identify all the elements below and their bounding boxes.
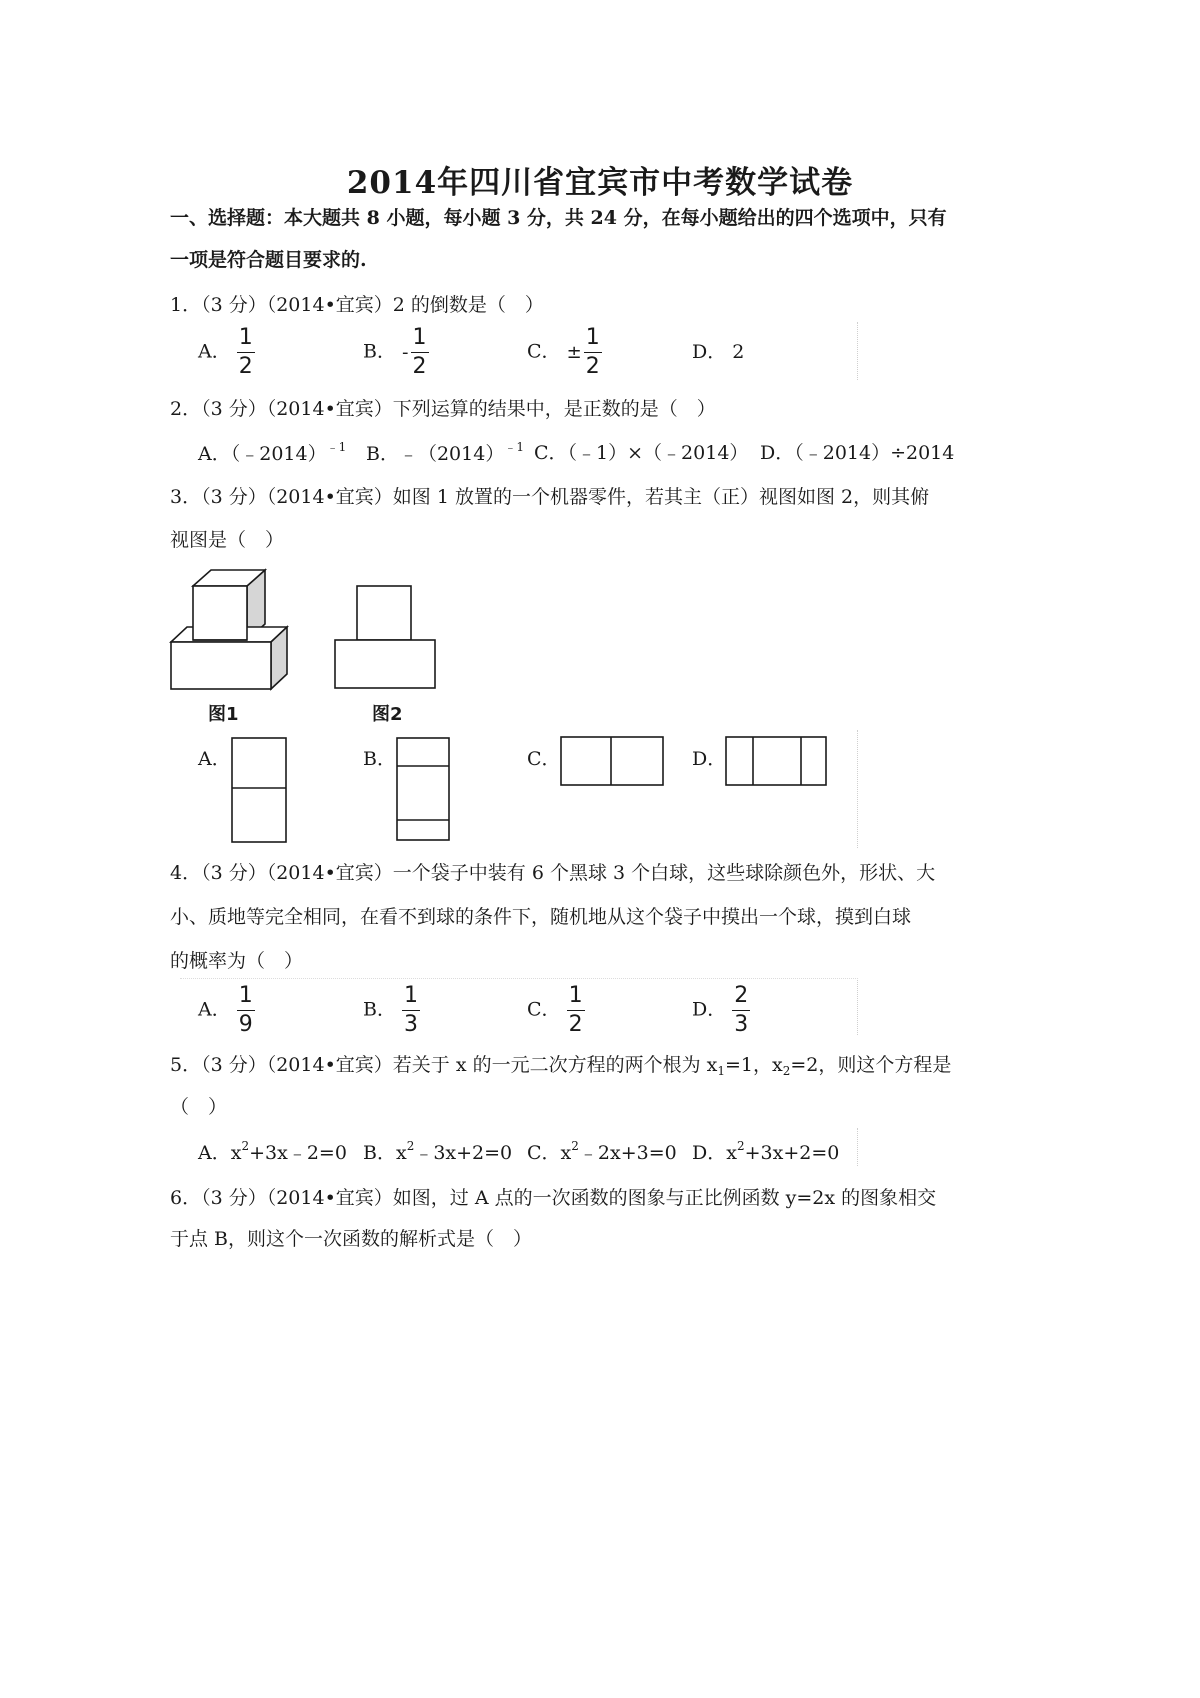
exponent: 2 [571, 1139, 579, 1153]
figure-1-machine-part [165, 565, 295, 695]
q1-option-c[interactable] [527, 327, 602, 378]
option-label: C． [527, 340, 561, 363]
option-label: A． [198, 443, 231, 465]
question-2-stem: 2．（3 分）（2014•宜宾）下列运算的结果中，是正数的是（ ） [170, 398, 716, 420]
subscript: 1 [717, 1064, 725, 1078]
page-title: 2014年四川省宜宾市中考数学试卷 [346, 165, 854, 201]
q1-option-b[interactable] [363, 327, 429, 378]
divider [857, 980, 858, 1035]
question-4-stem-line2: 小、质地等完全相同，在看不到球的条件下，随机地从这个袋子中摸出一个球，摸到白球 [170, 906, 912, 928]
q2-option-d[interactable] [760, 438, 954, 465]
q1-option-d[interactable] [692, 337, 744, 364]
option-label: B． [366, 443, 399, 465]
question-4-stem-line1: 4．（3 分）（2014•宜宾）一个袋子中装有 6 个黑球 3 个白球，这些球除颜色外，形状、大 [170, 862, 936, 884]
minus-sign: - [402, 342, 409, 363]
question-5-stem-line1: 5．（3 分）（2014•宜宾）若关于 x 的一元二次方程的两个根为 $x_1=1$，$x_2=2$，则这个方程是 [170, 1054, 952, 1078]
fraction: $\frac{1}{9}$ [238, 983, 253, 1037]
option-label: C． [527, 998, 561, 1021]
option-label: A． [198, 1142, 231, 1164]
plus-minus-sign: ± [566, 342, 582, 363]
divider [857, 1128, 858, 1166]
q2-option-a[interactable] [198, 438, 346, 466]
question-3-stem-line1: 3．（3 分）（2014•宜宾）如图 1 放置的一个机器零件，若其主（正）视图如图 2，则其俯 [170, 486, 930, 508]
option-label: C． [527, 1142, 561, 1164]
option-label: A． [198, 340, 231, 363]
fraction: $\frac{1}{2}$ [568, 983, 583, 1037]
q3-option-b-figure[interactable] [395, 736, 451, 842]
option-label: D． [692, 1142, 727, 1164]
figure-2-front-view [333, 584, 439, 690]
q1-option-a[interactable] [198, 327, 255, 378]
q5-option-b[interactable]: B．$x^2﹣3x+2=0$ [363, 1139, 513, 1164]
q4-option-a[interactable] [198, 985, 255, 1036]
q4-option-d[interactable] [692, 985, 750, 1036]
figure-1-label: 图1 [208, 704, 239, 725]
question-1-stem: 1．（3 分）（2014•宜宾）2 的倒数是（ ） [170, 294, 544, 316]
q3-option-d-label[interactable]: D． [692, 748, 727, 770]
option-label: D． [692, 998, 727, 1021]
q3-option-b-label[interactable]: B． [363, 748, 396, 770]
question-4-stem-line3: 的概率为（ ） [170, 950, 304, 972]
fraction: $\frac{1}{2}$ [412, 325, 427, 379]
option-value: （﹣2014）÷2014 [794, 442, 955, 464]
option-value: 2 [732, 341, 745, 363]
option-value: （﹣1）×（﹣2014） [567, 442, 749, 464]
divider [857, 730, 858, 848]
question-6-stem-line2: 于点 B，则这个一次函数的解析式是（ ） [170, 1228, 533, 1250]
section-heading-line2: 一项是符合题目要求的. [170, 249, 367, 271]
divider [857, 322, 858, 380]
option-label: D． [760, 442, 795, 464]
subscript: 2 [782, 1064, 791, 1078]
q5-option-c[interactable]: C．$x^2﹣2x+3=0$ [527, 1139, 677, 1164]
q3-option-c-figure[interactable] [559, 735, 665, 787]
fraction: $\frac{2}{3}$ [734, 983, 749, 1037]
fraction: $\frac{1}{3}$ [404, 983, 419, 1037]
q5-option-a[interactable]: A．$x^2+3x﹣2=0$ [198, 1139, 347, 1164]
exponent: 2 [241, 1139, 250, 1153]
q5-option-d[interactable]: D．$x^2+3x+2=0$ [692, 1139, 840, 1164]
option-label: B． [363, 1142, 396, 1164]
option-label: B． [363, 340, 396, 363]
exponent: 2 [736, 1139, 745, 1153]
option-label: D． [692, 341, 727, 363]
q3-option-c-label[interactable]: C． [527, 748, 561, 770]
q2-option-c[interactable] [534, 438, 748, 465]
exponent: ﹣1 [504, 440, 524, 454]
q2-option-b[interactable] [366, 438, 524, 466]
option-label: C． [534, 442, 568, 464]
option-value: ﹣（2014） [398, 443, 505, 465]
fraction: $\frac{1}{2}$ [585, 325, 600, 379]
fraction: $\frac{1}{2}$ [238, 325, 253, 379]
divider [180, 978, 858, 979]
option-label: A． [198, 998, 231, 1021]
question-3-stem-line2: 视图是（ ） [170, 529, 285, 551]
question-5-stem-line2: （ ） [170, 1096, 228, 1118]
q3-option-d-figure[interactable] [724, 735, 828, 787]
q4-option-b[interactable] [363, 985, 420, 1036]
q4-option-c[interactable] [527, 985, 585, 1036]
section-heading-line1: 一、选择题：本大题共 8 小题，每小题 3 分，共 24 分，在每小题给出的四个选项中，只有 [170, 207, 947, 229]
option-label: B． [363, 998, 396, 1021]
exponent: 2 [406, 1139, 415, 1153]
q3-option-a-figure[interactable] [230, 736, 288, 846]
q3-option-a-label[interactable]: A． [198, 748, 231, 770]
figure-2-label: 图2 [372, 704, 403, 725]
option-value: （﹣2014） [230, 443, 327, 465]
exponent: ﹣1 [326, 440, 347, 454]
question-6-stem-line1: 6．（3 分）（2014•宜宾）如图，过 A 点的一次函数的图象与正比例函数 y=2x 的图象相交 [170, 1187, 937, 1209]
